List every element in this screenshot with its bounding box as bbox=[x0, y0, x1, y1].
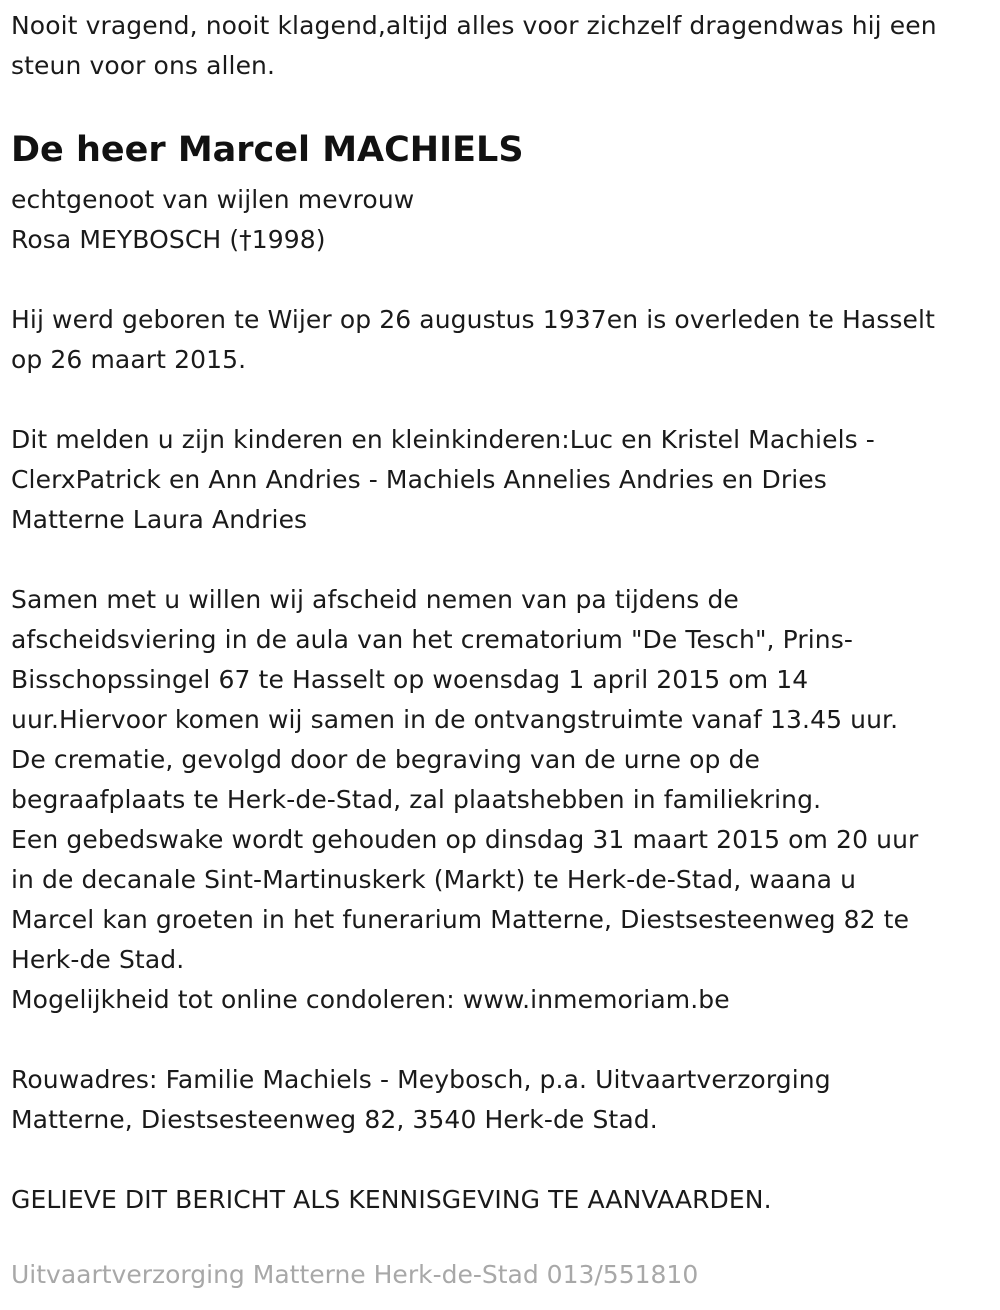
family-line: Dit melden u zijn kinderen en kleinkinderen:Luc en Kristel Machiels - bbox=[11, 425, 875, 454]
address-line: Matterne, Diestsesteenweg 82, 3540 Herk-de Stad. bbox=[11, 1105, 658, 1134]
ceremony-line: Bisschopssingel 67 te Hasselt op woensdag 1 april 2015 om 14 bbox=[11, 665, 809, 694]
ceremony-line: uur.Hiervoor komen wij samen in de ontvangstruimte vanaf 13.45 uur. bbox=[11, 705, 899, 734]
spouse-line: echtgenoot van wijlen mevrouw bbox=[11, 185, 415, 214]
family-paragraph bbox=[11, 420, 986, 540]
condolence-line: Mogelijkheid tot online condoleren: www.inmemoriam.be bbox=[11, 985, 730, 1014]
ceremony-line: Een gebedswake wordt gehouden op dinsdag 31 maart 2015 om 20 uur bbox=[11, 825, 919, 854]
birth-death-paragraph bbox=[11, 300, 986, 380]
ceremony-line: Samen met u willen wij afscheid nemen van pa tijdens de bbox=[11, 585, 739, 614]
ceremony-line: begraafplaats te Herk-de-Stad, zal plaatshebben in familiekring. bbox=[11, 785, 822, 814]
spouse-line: Rosa MEYBOSCH (†1998) bbox=[11, 225, 326, 254]
ceremony-line: in de decanale Sint-Martinuskerk (Markt) te Herk-de-Stad, waana u bbox=[11, 865, 857, 894]
family-line: ClerxPatrick en Ann Andries - Machiels Annelies Andries en Dries bbox=[11, 465, 827, 494]
spouse-info bbox=[11, 180, 986, 260]
intro-line: Nooit vragend, nooit klagend,altijd alles voor zichzelf dragendwas hij een bbox=[11, 11, 937, 40]
spacer bbox=[11, 380, 986, 420]
ceremony-paragraph bbox=[11, 580, 986, 1020]
birth-death-line: Hij werd geboren te Wijer op 26 augustus 1937en is overleden te Hasselt bbox=[11, 305, 935, 334]
family-line: Matterne Laura Andries bbox=[11, 505, 308, 534]
address-line: Rouwadres: Familie Machiels - Meybosch, p.a. Uitvaartverzorging bbox=[11, 1065, 831, 1094]
ceremony-line: De crematie, gevolgd door de begraving van de urne op de bbox=[11, 745, 761, 774]
intro-quote bbox=[11, 6, 986, 86]
spacer bbox=[11, 1140, 986, 1180]
deceased-name: De heer Marcel MACHIELS bbox=[11, 130, 524, 170]
ceremony-line: Herk-de Stad. bbox=[11, 945, 185, 974]
mourning-address bbox=[11, 1060, 986, 1140]
birth-death-line: op 26 maart 2015. bbox=[11, 345, 247, 374]
intro-line: steun voor ons allen. bbox=[11, 51, 276, 80]
ceremony-line: afscheidsviering in de aula van het crematorium "De Tesch", Prins- bbox=[11, 625, 853, 654]
spacer bbox=[11, 1020, 986, 1060]
spacer bbox=[11, 540, 986, 580]
ceremony-line: Marcel kan groeten in het funerarium Matterne, Diestsesteenweg 82 te bbox=[11, 905, 910, 934]
notice-line: GELIEVE DIT BERICHT ALS KENNISGEVING TE AANVAARDEN. bbox=[11, 1185, 772, 1214]
footer-funeral-home: Uitvaartverzorging Matterne Herk-de-Stad 013/551810 bbox=[11, 1260, 699, 1289]
spacer bbox=[11, 260, 986, 300]
